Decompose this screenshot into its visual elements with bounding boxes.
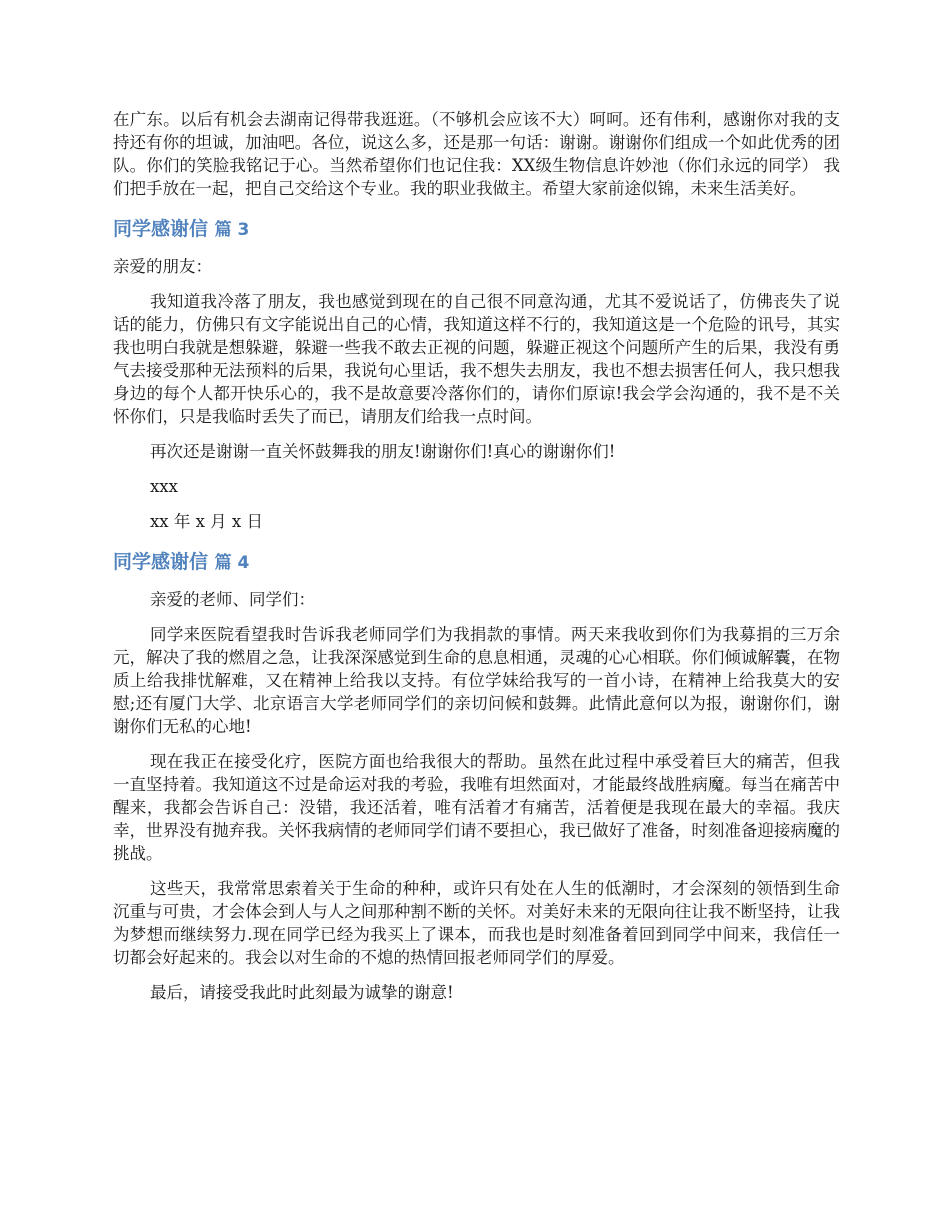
section-4-salutation: 亲爱的老师、同学们： — [150, 590, 315, 609]
section-4-paragraph-4: 最后，请接受我此时此刻最为诚挚的谢意! — [150, 983, 454, 1002]
section-4-heading — [113, 549, 840, 576]
section-4-paragraph-3: 这些天，我常常思索着关于生命的种种，或许只有处在人生的低潮时，才会深刻的领悟到生命沉重与可贵，才会体会到人与人之间那种割不断的关怀。对美好未来的无限向往让我不断坚持，让我为梦想而继续努力.现在同学已经为我买上了课本，而我也是时刻准备着回到同学中间来，我信任一切都会好起来的。我会以对生命的不熄的热情回报老师同学们的厚爱。 — [113, 879, 840, 967]
section-3-heading-title: 同学感谢信 — [113, 218, 215, 240]
section-3-heading — [113, 216, 840, 243]
section-3-paragraph-2: 再次还是谢谢一直关怀鼓舞我的朋友!谢谢你们!真心的谢谢你们! — [150, 442, 616, 461]
section-4-heading-title: 同学感谢信 — [113, 551, 215, 573]
section-4-paragraph-2: 现在我正在接受化疗，医院方面也给我很大的帮助。虽然在此过程中承受着巨大的痛苦，但我一直坚持着。我知道这不过是命运对我的考验，我唯有坦然面对，才能最终战胜病魔。每当在痛苦中醒来，我都会告诉自己：没错，我还活着，唯有活着才有痛苦，活着便是我现在最大的幸福。我庆幸，世界没有抛弃我。关怀我病情的老师同学们请不要担心，我已做好了准备，时刻准备迎接病魔的挑战。 — [113, 752, 840, 863]
section-4-paragraph-1: 同学来医院看望我时告诉我老师同学们为我捐款的事情。两天来我收到你们为我募捐的三万余元，解决了我的燃眉之急，让我深深感觉到生命的息息相通，灵魂的心心相联。你们倾诚解囊，在物质上给我排忧解难，又在精神上给我以支持。有位学妹给我写的一首小诗，在精神上给我莫大的安慰;还有厦门大学、北京语言大学老师同学们的亲切问候和鼓舞。此情此意何以为报，谢谢你们，谢谢你们无私的心地! — [113, 625, 840, 736]
document-body — [113, 108, 840, 1004]
section-3-date: xx 年 x 月 x 日 — [150, 512, 263, 531]
section-3-signature: xxx — [150, 477, 178, 496]
section-4-heading-num: 篇 4 — [214, 553, 250, 573]
section-3-paragraph-1: 我知道我冷落了朋友，我也感觉到现在的自己很不同意沟通，尤其不爱说话了，仿佛丧失了说话的能力，仿佛只有文字能说出自己的心情，我知道这样不行的，我知道这是一个危险的讯号，其实我也明白我就是想躲避，躲避一些我不敢去正视的问题，躲避正视这个问题所产生的后果，我没有勇气去接受那种无法预料的后果，我说句心里话，我不想失去朋友，我也不想去损害任何人，我只想我身边的每个人都开快乐心的，我不是故意要冷落你们的，请你们原谅!我会学会沟通的，我不是不关怀你们，只是我临时丢失了而已，请朋友们给我一点时间。 — [113, 292, 840, 426]
intro-paragraph: 在广东。以后有机会去湖南记得带我逛逛。（不够机会应该不大）呵呵。还有伟利，感谢你对我的支持还有你的坦诚，加油吧。各位，说这么多，还是那一句话：谢谢。谢谢你们组成一个如此优秀的团队。你们的笑脸我铭记于心。当然希望你们也记住我：XX级生物信息许妙池（你们永远的同学） 我们把手放在一起，把自己交给这个专业。我的职业我做主。希望大家前途似锦，未来生活美好。 — [113, 110, 840, 198]
section-3-heading-num: 篇 3 — [214, 220, 250, 240]
section-3-salutation: 亲爱的朋友： — [113, 257, 212, 276]
